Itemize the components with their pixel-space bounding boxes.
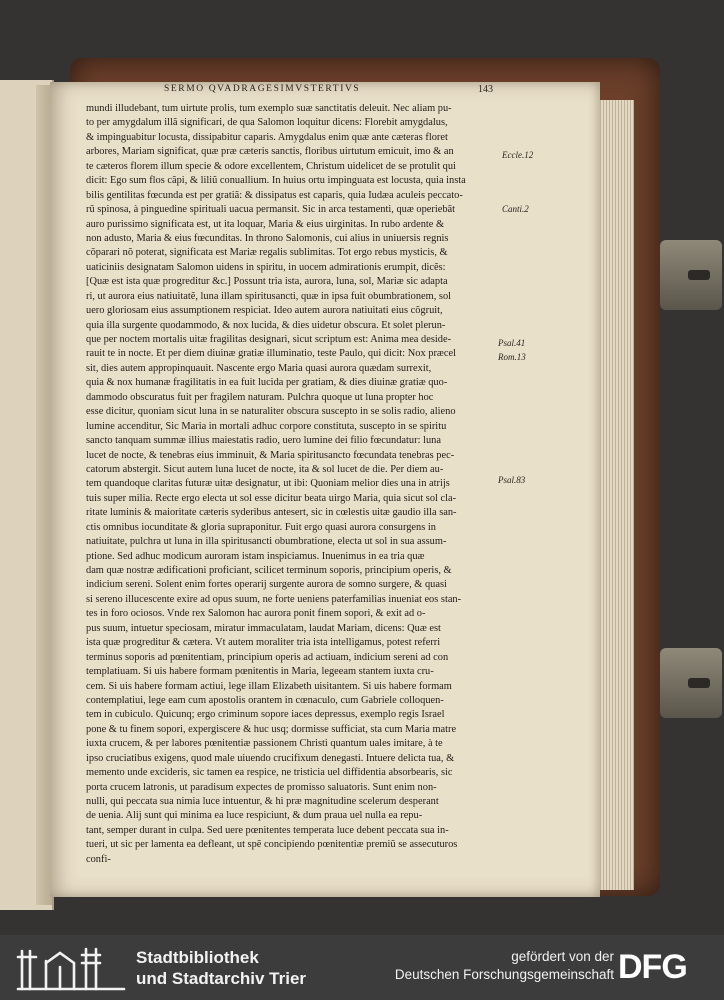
text-line: pus suum, intuetur speciosam, miratur immaculatam, laudat Mariam, dicens: Quæ est bbox=[86, 622, 441, 634]
text-line: dammodo obscuratus fuit per fragilem naturam. Pulchra quoque ut luna propter hoc bbox=[86, 391, 434, 403]
dfg-logo: DFG bbox=[618, 948, 687, 986]
funding-line: Deutschen Forschungsgemeinschaft bbox=[394, 967, 614, 982]
text-line: de uenia. Alij sunt qui minima ea luce respiciunt, & dum praua uel nulla ea repu- bbox=[86, 810, 423, 822]
text-line: tem in cubiculo. Quicunq; ergo criminum sopore iaces depressus, exemplo regis Israel bbox=[86, 709, 445, 721]
text-line: non adusto, Maria & eius fœcunditas. In throno Salomonis, cui alius in uniuersis regnis bbox=[86, 232, 449, 244]
clasp-slot bbox=[688, 678, 710, 688]
text-line: auro purissimo significata est, ut ita loquar, Maria & eius uirginitas. In rubo ardente & bbox=[86, 218, 445, 230]
text-line: confi- bbox=[86, 853, 111, 865]
text-line: uero gloriosam eius assumptionem respiciat. Ideo autem aurora natiuitati eius cõgruit, bbox=[86, 305, 443, 317]
text-line: ptione. Sed adhuc modicum auroram istam inspiciamus. Inuenimus in ea tria quæ bbox=[86, 550, 425, 562]
text-line: arbores, Mariam significat, quæ præ cæteris sanctis, floribus uirtutum emicuit, imo & an bbox=[86, 146, 454, 158]
library-name bbox=[136, 947, 306, 989]
funding-line: gefördert von der bbox=[511, 949, 614, 964]
page-number: 143 bbox=[478, 84, 493, 95]
text-line: dicit: Ego sum flos cãpi, & liliũ conuallium. In huius ortu impinguata est locusta, quia insta bbox=[86, 175, 466, 187]
running-title: SERMO QVADRAGESIMVSTERTIVS bbox=[164, 84, 361, 94]
text-line: si sereno illucescente exire ad opus suum, ne forte ueniens paterfamilias inueniat eos stan- bbox=[86, 593, 462, 605]
text-line: terminus soporis ad pœnitentiam, principium operis ad actiuam, indicium sereni ad con bbox=[86, 651, 449, 663]
text-line: sit, dies autem appropinquauit. Nascente ergo Maria quasi aurora quædam surrexit, bbox=[86, 362, 432, 374]
marginal-note: Eccle.12 bbox=[502, 150, 534, 160]
text-line: templatiuam. Si uis habere formam pœnitentis in Maria, legeeam stantem iuxta cru- bbox=[86, 666, 434, 678]
text-line: to per amygdalum illã significari, de qua Salomon loquitur dicens: Florebit amygdalus, bbox=[86, 117, 448, 129]
text-line: uaticiniis designatam Salomon uidens in spiritu, in uocem admirationis erumpit, dicẽs: bbox=[86, 261, 446, 273]
marginal-note: Canti.2 bbox=[502, 204, 529, 214]
clasp-upper bbox=[660, 240, 722, 310]
text-line: ri, ut aurora eius natiuitatẽ, luna illam spiritusancti, quæ in ipsa fuit obumbrationem, sol bbox=[86, 290, 452, 302]
text-line: & impinguabitur locusta, dissipabitur caparis. Amygdalus enim quæ ante cæteras floret bbox=[86, 131, 448, 143]
text-line: esse dicitur, quoniam sicut luna in se naturaliter obscura suscepto in se solis radio, alieno bbox=[86, 406, 456, 418]
clasp-lower bbox=[660, 648, 722, 718]
library-name-line: Stadtbibliothek bbox=[136, 948, 259, 967]
text-line: indicium sereni. Solent enim fortes operarij surgente aurora de somno surgere, & quasi bbox=[86, 579, 447, 591]
text-line: rauit te in nocte. Et per diem diuinæ gratiæ illuminatio, teste Paulo, qui dicit: Nox præcel bbox=[86, 348, 456, 360]
text-line: tueri, ut sic per lamenta ea defleant, ut spẽ concipiendo pœnitentiæ premiũ se assecuturos bbox=[86, 839, 458, 851]
text-line: ipso cruciatibus exigens, quod male uiuendo crucifixum denegasti. Intuere delicta tua, & bbox=[86, 752, 455, 764]
footer-bar bbox=[0, 935, 724, 1000]
text-line: [Quæ est ista quæ progreditur &c.] Possunt tria ista, aurora, luna, sol, Mariæ sic adapta bbox=[86, 276, 448, 288]
text-line: tant, semper durant in culpa. Sed uere pœnitentes temperata luce debent peccata sua in- bbox=[86, 824, 449, 836]
text-line: iuxta crucem, & per labores pœnitentiæ passionem Christi quantum uales imitare, à te bbox=[86, 738, 443, 750]
text-line: dam quæ nostræ ædificationi proficiant, scilicet terminum soporis, principium operis, & bbox=[86, 565, 452, 576]
text-line: natiuitate, pulchra ut luna in illa spiritusancti obumbratione, electa ut sol in sua assum- bbox=[86, 536, 447, 548]
text-line: te cæteros florem illum specie & odore excellentem, Christum uidelicet de se protulit qui bbox=[86, 160, 456, 172]
text-line: quia & nox humanæ fragilitatis in ea fuit lucida per gratiam, & dies diuinæ gratiæ quo- bbox=[86, 377, 448, 389]
text-line: tuis super milia. Recte ergo electa ut sol esse dicitur beata uirgo Maria, quia sicut sol cla- bbox=[86, 492, 457, 504]
text-line: sancto tanquam summæ illius maiestatis radio, uero lumine dei filio fœcundatur: luna bbox=[86, 435, 441, 447]
funding-note bbox=[395, 948, 614, 984]
text-line: ritate luminis & maioritate cæteris syderibus antesert, sic in cœlestis uitæ gaudio illa san- bbox=[86, 507, 457, 519]
library-name-line: und Stadtarchiv Trier bbox=[136, 969, 307, 988]
text-line: rũ spinosa, à pinguedine spirituali uacua permansit. Sic in arca testamenti, quæ operiebãt bbox=[86, 204, 456, 216]
marginal-note: Psal.83 bbox=[498, 475, 526, 485]
text-line: lucet de nocte, & tenebras eius imminuit, & Maria spiritusancto fœcundata tenebras pec- bbox=[86, 449, 455, 461]
marginal-note: Rom.13 bbox=[498, 352, 526, 362]
text-line: catorum abstergit. Sicut autem luna lucet de nocte, ita & sol lucet de die. Per diem au- bbox=[86, 463, 444, 475]
text-line: tes in foro ociosos. Vnde rex Salomon hac aurora ponit finem sopori, & exit ad o- bbox=[86, 608, 426, 620]
text-line: tem quandoque claritas futuræ uitæ designatur, ut ibi: Quoniam melior dies una in atrijs bbox=[86, 478, 450, 490]
text-line: pone & tu finem sopori, expergiscere & huc usq; dormisse sufficiat, sta cum Maria matre bbox=[86, 723, 457, 735]
text-line: mundi illudebant, tum uirtute prolis, tum exemplo suæ sanctitatis deleuit. Nec aliam pu- bbox=[86, 103, 452, 114]
text-line: bilis gentilitas fœcunda est per gratiã: & dissipatus est caparis, quia Iudæa aculeis peccato- bbox=[86, 189, 463, 201]
text-line: quia illa surgente quodammodo, & nox lucida, & dies uidetur obscura. Et solet plerun- bbox=[86, 319, 446, 331]
text-line: ista quæ progreditur & cætera. Vt autem moraliter tria ista intelligamus, potest referri bbox=[86, 637, 441, 649]
library-logo-icon bbox=[16, 943, 126, 993]
text-line: que per noctem mortalis uitæ fragilitas designari, sicut scriptum est: Anima mea deside- bbox=[86, 334, 452, 345]
marginal-note: Psal.41 bbox=[498, 338, 526, 348]
text-line: cõparari nõ poterat, significata est Mariæ regalis sublimitas. Tot ergo rebus mysticis, & bbox=[86, 247, 448, 259]
text-line: lumine accenditur, Sic Maria in mortali adhuc corpore constituta, suscepto in se spiritu bbox=[86, 420, 447, 432]
text-line: porta crucem latronis, ut paradisum expectes de promisso saluatoris. Sunt enim non- bbox=[86, 781, 437, 793]
text-line: contemplatiui, lege eam cum apostolis orantem in cœnaculo, cum Gabriele colloquen- bbox=[86, 694, 444, 706]
clasp-slot bbox=[688, 270, 710, 280]
text-line: ctis omnibus iocunditate & gloria supraponitur. Fuit ergo quasi aurora consurgens in bbox=[86, 521, 436, 533]
body-text bbox=[86, 102, 496, 867]
text-line: cem. Si uis habere formam actiui, lege illam Elizabeth uisitantem. Si uis habere formam bbox=[86, 680, 452, 692]
text-line: nulli, qui peccata sua nimia luce intuentur, & hi præ magnitudine scelerum desperant bbox=[86, 796, 439, 807]
text-line: memento unde excideris, sic tamen ea respice, ne tristicia uel diffidentia absorbearis, sic bbox=[86, 767, 453, 779]
